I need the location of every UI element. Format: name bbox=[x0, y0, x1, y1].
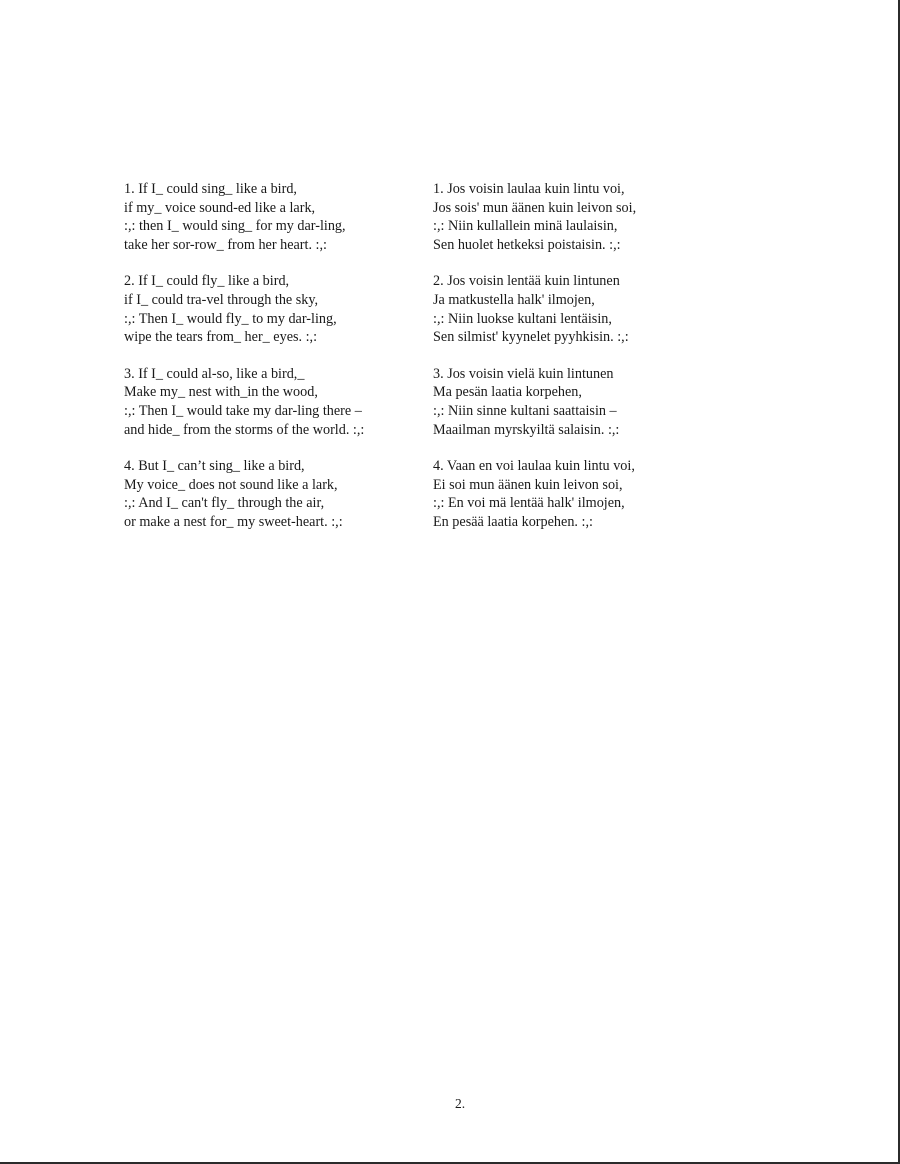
lyric-line: :,: then I_ would sing_ for my dar-ling, bbox=[124, 218, 346, 235]
lyric-line: :,: Then I_ would fly_ to my dar-ling, bbox=[124, 310, 337, 327]
lyric-line: 4. But I_ can’t sing_ like a bird, bbox=[124, 458, 305, 475]
lyric-line: 3. Jos voisin vielä kuin lintunen bbox=[433, 365, 614, 382]
lyric-line: Ja matkustella halk' ilmojen, bbox=[433, 291, 595, 308]
lyric-line: 2. If I_ could fly_ like a bird, bbox=[124, 273, 290, 290]
lyric-line: 2. Jos voisin lentää kuin lintunen bbox=[433, 273, 620, 290]
page-number: 2. bbox=[454, 1096, 466, 1111]
lyric-line: :,: Niin kullallein minä laulaisin, bbox=[433, 218, 618, 235]
lyric-line: :,: En voi mä lentää halk' ilmojen, bbox=[433, 495, 625, 512]
lyric-line: :,: Then I_ would take my dar-ling there – bbox=[124, 402, 362, 419]
lyric-line: or make a nest for_ my sweet-heart. :,: bbox=[124, 513, 343, 530]
lyric-line: 3. If I_ could al-so, like a bird,_ bbox=[124, 365, 305, 382]
lyric-line: Make my_ nest with_in the wood, bbox=[124, 384, 318, 401]
english-stanza-2 bbox=[124, 272, 414, 346]
finnish-stanza-2 bbox=[433, 272, 733, 346]
lyric-line: 4. Vaan en voi laulaa kuin lintu voi, bbox=[433, 458, 635, 475]
english-lyrics-column bbox=[124, 180, 414, 550]
english-stanza-1 bbox=[124, 180, 414, 254]
lyric-line: and hide_ from the storms of the world. :,: bbox=[124, 421, 365, 438]
lyric-line: Jos sois' mun äänen kuin leivon soi, bbox=[433, 199, 637, 216]
english-stanza-4 bbox=[124, 457, 414, 531]
finnish-stanza-3 bbox=[433, 365, 733, 439]
lyric-line: :,: Niin luokse kultani lentäisin, bbox=[433, 310, 612, 327]
lyric-line: En pesää laatia korpehen. :,: bbox=[433, 513, 593, 530]
lyric-line: if my_ voice sound-ed like a lark, bbox=[124, 199, 316, 216]
lyric-line: 1. If I_ could sing_ like a bird, bbox=[124, 181, 297, 197]
english-stanza-3 bbox=[124, 365, 414, 439]
finnish-lyrics-column bbox=[433, 180, 733, 550]
lyric-line: Ei soi mun äänen kuin leivon soi, bbox=[433, 476, 623, 493]
lyric-line: :,: Niin sinne kultani saattaisin – bbox=[433, 402, 617, 419]
lyric-line: Sen silmist' kyynelet pyyhkisin. :,: bbox=[433, 329, 629, 346]
lyric-line: if I_ could tra-vel through the sky, bbox=[124, 291, 319, 308]
finnish-stanza-1 bbox=[433, 180, 733, 254]
lyric-line: Ma pesän laatia korpehen, bbox=[433, 384, 582, 401]
lyric-line: My voice_ does not sound like a lark, bbox=[124, 476, 338, 493]
lyric-line: 1. Jos voisin laulaa kuin lintu voi, bbox=[433, 181, 625, 197]
lyric-line: wipe the tears from_ her_ eyes. :,: bbox=[124, 329, 318, 346]
lyric-line: Maailman myrskyiltä salaisin. :,: bbox=[433, 421, 620, 438]
lyric-line: :,: And I_ can't fly_ through the air, bbox=[124, 495, 325, 512]
lyric-line: take her sor-row_ from her heart. :,: bbox=[124, 236, 327, 253]
finnish-stanza-4 bbox=[433, 457, 733, 531]
lyric-line: Sen huolet hetkeksi poistaisin. :,: bbox=[433, 236, 621, 253]
